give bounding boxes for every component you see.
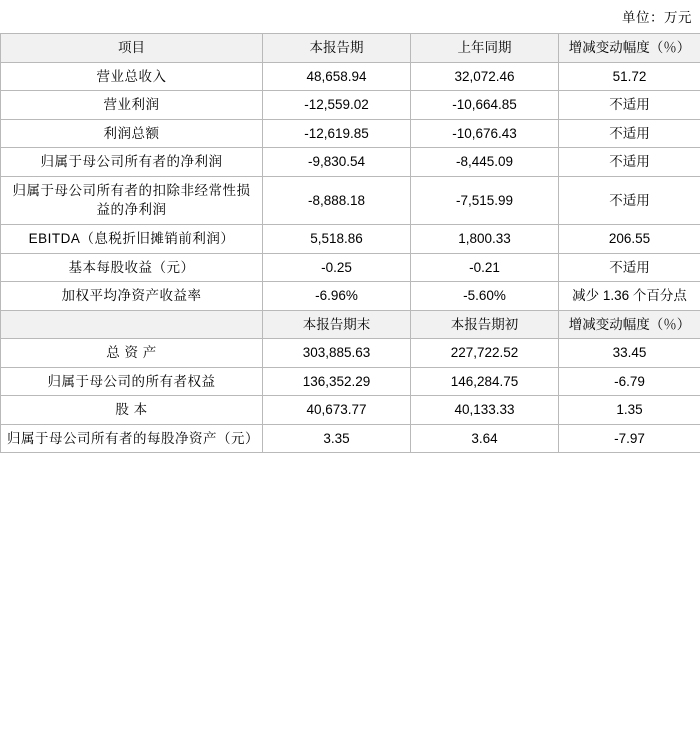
row-previous-value: -8,445.09 (411, 148, 559, 177)
header-item: 项目 (1, 34, 263, 63)
row-current-value: 3.35 (263, 424, 411, 453)
row-label: 归属于母公司所有者的净利润 (1, 148, 263, 177)
row-change-value: 不适用 (559, 91, 700, 120)
row-change-value: 不适用 (559, 253, 700, 282)
row-current-value: -12,619.85 (263, 119, 411, 148)
row-previous-value: -0.21 (411, 253, 559, 282)
table-row (1, 176, 700, 224)
table-row (1, 424, 700, 453)
row-current-value: -6.96% (263, 282, 411, 311)
table-row (1, 253, 700, 282)
unit-note: 单位：万元 (622, 10, 692, 25)
row-previous-value: 32,072.46 (411, 62, 559, 91)
row-current-value: 40,673.77 (263, 396, 411, 425)
row-previous-value: 1,800.33 (411, 224, 559, 253)
row-change-value: -6.79 (559, 367, 700, 396)
row-label: 营业总收入 (1, 62, 263, 91)
row-label: 总 资 产 (1, 339, 263, 368)
row-current-value: 48,658.94 (263, 62, 411, 91)
row-change-value: 33.45 (559, 339, 700, 368)
table-header-row-period (1, 34, 700, 63)
row-previous-value: -10,676.43 (411, 119, 559, 148)
header-change-rate: 增减变动幅度（％） (559, 310, 700, 339)
row-label: 营业利润 (1, 91, 263, 120)
row-change-value: 1.35 (559, 396, 700, 425)
row-label: 股 本 (1, 396, 263, 425)
row-current-value: -8,888.18 (263, 176, 411, 224)
row-change-value: 不适用 (559, 119, 700, 148)
table-row (1, 367, 700, 396)
row-label: EBITDA（息税折旧摊销前利润） (1, 224, 263, 253)
row-previous-value: 3.64 (411, 424, 559, 453)
row-label: 基本每股收益（元） (1, 253, 263, 282)
table-header-row-balance (1, 310, 700, 339)
row-label: 归属于母公司所有者的每股净资产（元） (1, 424, 263, 453)
table-row (1, 396, 700, 425)
row-change-value: 减少 1.36 个百分点 (559, 282, 700, 311)
header-period-end: 本报告期末 (263, 310, 411, 339)
header-change-rate: 增减变动幅度（％） (559, 34, 700, 63)
financial-summary-table (0, 33, 700, 453)
row-previous-value: -5.60% (411, 282, 559, 311)
row-change-value: -7.97 (559, 424, 700, 453)
header-current-period: 本报告期 (263, 34, 411, 63)
row-current-value: 136,352.29 (263, 367, 411, 396)
table-row (1, 119, 700, 148)
row-current-value: -9,830.54 (263, 148, 411, 177)
row-previous-value: -10,664.85 (411, 91, 559, 120)
header-period-begin: 本报告期初 (411, 310, 559, 339)
row-current-value: 5,518.86 (263, 224, 411, 253)
row-change-value: 不适用 (559, 148, 700, 177)
row-change-value: 206.55 (559, 224, 700, 253)
row-previous-value: 227,722.52 (411, 339, 559, 368)
row-label: 加权平均净资产收益率 (1, 282, 263, 311)
header-empty (1, 310, 263, 339)
row-current-value: -0.25 (263, 253, 411, 282)
row-label: 归属于母公司的所有者权益 (1, 367, 263, 396)
row-previous-value: 40,133.33 (411, 396, 559, 425)
row-current-value: 303,885.63 (263, 339, 411, 368)
table-row (1, 91, 700, 120)
header-previous-period: 上年同期 (411, 34, 559, 63)
table-row (1, 282, 700, 311)
table-row (1, 224, 700, 253)
row-previous-value: -7,515.99 (411, 176, 559, 224)
table-row (1, 62, 700, 91)
table-row (1, 148, 700, 177)
row-current-value: -12,559.02 (263, 91, 411, 120)
row-previous-value: 146,284.75 (411, 367, 559, 396)
row-label: 利润总额 (1, 119, 263, 148)
row-change-value: 不适用 (559, 176, 700, 224)
row-change-value: 51.72 (559, 62, 700, 91)
table-row (1, 339, 700, 368)
row-label: 归属于母公司所有者的扣除非经常性损益的净利润 (1, 176, 263, 224)
